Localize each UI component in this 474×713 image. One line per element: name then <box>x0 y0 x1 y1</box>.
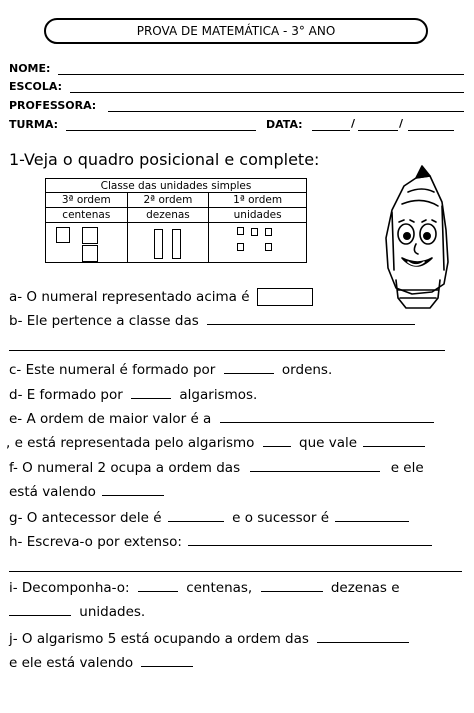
col-order-dezenas: 2ª ordem <box>127 193 209 208</box>
item-f-blank-order[interactable] <box>250 459 380 472</box>
page-title: PROVA DE MATEMÁTICA - 3° ANO <box>136 24 336 38</box>
class-header: Classe das unidades simples <box>46 179 307 193</box>
data-year-line[interactable] <box>408 130 454 131</box>
ten-bar <box>172 229 181 259</box>
hundred-square <box>82 245 98 262</box>
item-c: c- Este numeral é formado por ordens. <box>9 362 333 378</box>
unit-cube <box>237 227 244 235</box>
question-1-title: 1-Veja o quadro posicional e complete: <box>9 150 320 169</box>
nome-line[interactable] <box>58 74 464 75</box>
item-j: j- O algarismo 5 está ocupando a ordem das <box>9 630 409 647</box>
professora-line[interactable] <box>108 111 464 112</box>
item-b: b- Ele pertence a classe das <box>9 312 415 329</box>
turma-line[interactable] <box>66 130 256 131</box>
unit-cube <box>265 243 272 251</box>
data-month-line[interactable] <box>358 130 398 131</box>
turma-label: TURMA: <box>9 118 58 131</box>
item-g: g- O antecessor dele é e o sucessor é <box>9 509 409 526</box>
item-i-blank-dezenas[interactable] <box>261 579 323 592</box>
col-name-dezenas: dezenas <box>127 208 209 223</box>
escola-line[interactable] <box>70 92 464 93</box>
place-value-table <box>45 178 307 263</box>
item-a-answer-box[interactable] <box>257 288 313 306</box>
item-c-blank[interactable] <box>224 361 274 374</box>
item-f-blank-value[interactable] <box>102 483 164 496</box>
item-g-blank-successor[interactable] <box>335 509 409 522</box>
centenas-squares-cell <box>46 223 128 263</box>
escola-label: ESCOLA: <box>9 80 62 93</box>
item-i-blank-centenas[interactable] <box>138 579 178 592</box>
item-g-blank-predecessor[interactable] <box>168 509 224 522</box>
col-name-unidades: unidades <box>209 208 307 223</box>
item-d-blank[interactable] <box>131 386 171 399</box>
pencil-mascot-illustration <box>372 162 462 310</box>
item-i-cont: unidades. <box>9 603 145 620</box>
item-f: f- O numeral 2 ocupa a ordem das e ele <box>9 460 424 476</box>
item-d: d- E formado por algarismos. <box>9 387 258 403</box>
item-i: i- Decomponha-o: centenas, dezenas e <box>9 580 400 596</box>
item-h-continuation-line[interactable] <box>9 571 462 572</box>
data-day-line[interactable] <box>312 130 350 131</box>
item-e-blank-value[interactable] <box>363 434 425 447</box>
page-title-box <box>44 18 428 44</box>
data-separator: / <box>351 117 356 130</box>
item-j-blank-order[interactable] <box>317 630 409 643</box>
data-label: DATA: <box>266 118 303 131</box>
professora-label: PROFESSORA: <box>9 99 97 112</box>
item-f-cont: está valendo <box>9 483 164 500</box>
col-order-unidades: 1ª ordem <box>209 193 307 208</box>
hundred-square <box>82 227 98 244</box>
data-separator: / <box>399 117 404 130</box>
unidades-cubes-cell <box>209 223 307 263</box>
item-i-blank-unidades[interactable] <box>9 603 71 616</box>
unit-cube <box>251 228 258 236</box>
col-name-centenas: centenas <box>46 208 128 223</box>
item-h: h- Escreva-o por extenso: <box>9 533 432 550</box>
item-b-blank[interactable] <box>207 312 415 325</box>
item-a: a- O numeral representado acima é <box>9 288 313 306</box>
item-h-blank[interactable] <box>188 533 432 546</box>
item-e-blank-order[interactable] <box>220 410 434 423</box>
unit-cube <box>265 228 272 236</box>
dezenas-bars-cell <box>127 223 209 263</box>
item-e-blank-digit[interactable] <box>263 434 291 447</box>
ten-bar <box>154 229 163 259</box>
item-j-cont: e ele está valendo <box>9 654 193 671</box>
unit-cube <box>237 243 244 251</box>
item-b-continuation-line[interactable] <box>9 350 445 351</box>
hundred-square <box>56 227 70 243</box>
item-j-blank-value[interactable] <box>141 654 193 667</box>
nome-label: NOME: <box>9 62 51 75</box>
item-e-cont: , e está representada pelo algarismo que vale <box>6 434 425 451</box>
item-e: e- A ordem de maior valor é a <box>9 410 434 427</box>
col-order-centenas: 3ª ordem <box>46 193 128 208</box>
